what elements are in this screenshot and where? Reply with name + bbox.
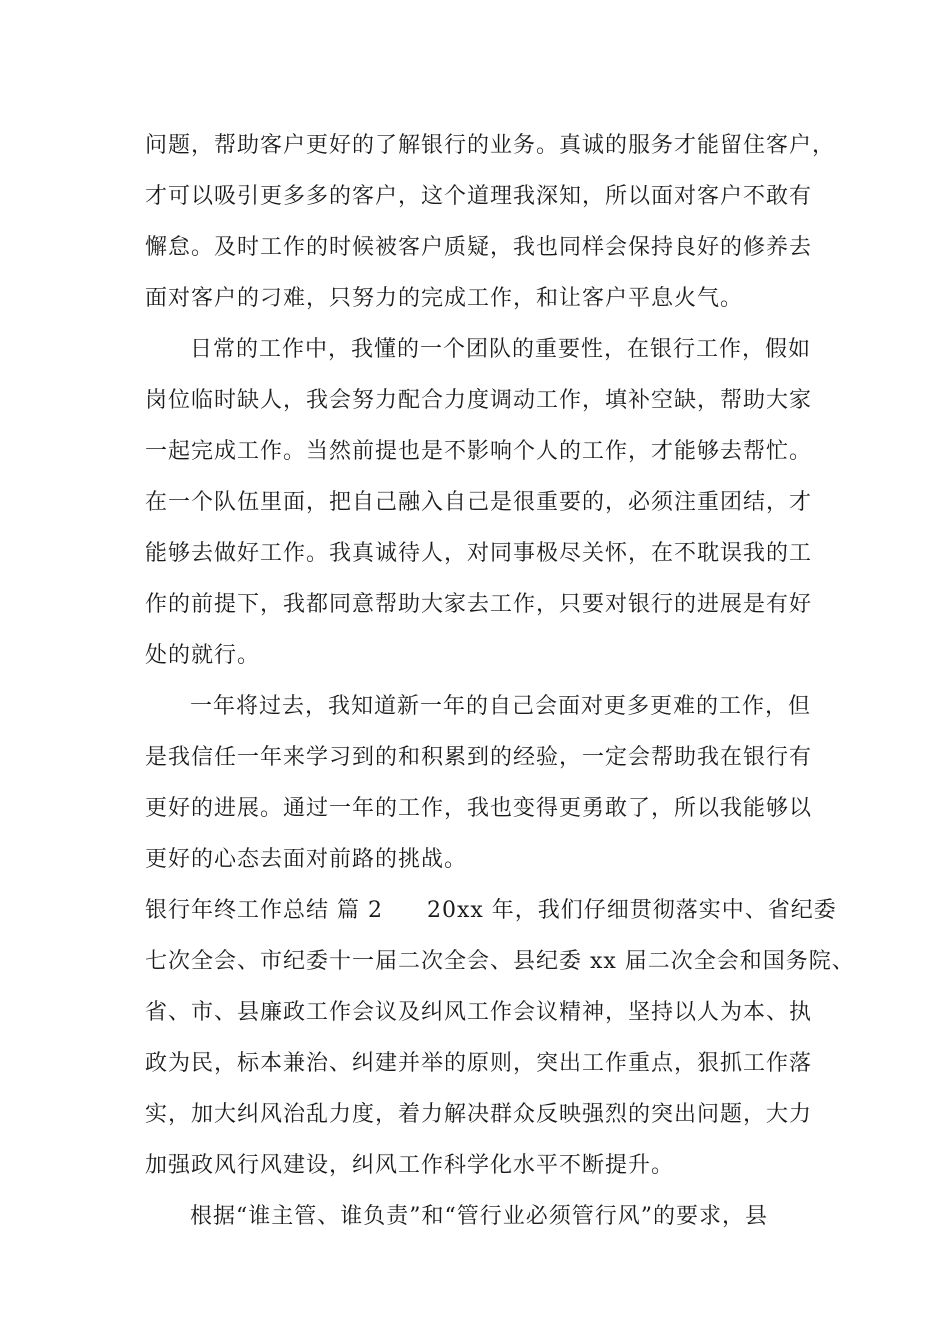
text-line: 一年将过去，我知道新一年的自己会面对更多更难的工作，但 (190, 694, 812, 719)
paragraph-3 (145, 681, 825, 885)
text-line: 才可以吸引更多多的客户，这个道理我深知，所以面对客户不敢有 (145, 184, 813, 209)
text-line: 岗位临时缺人，我会努力配合力度调动工作，填补空缺，帮助大家 (145, 388, 813, 413)
text-line: 问题，帮助客户更好的了解银行的业务。真诚的服务才能留住客户， (145, 133, 836, 158)
text-line: 政为民，标本兼治、纠建并举的原则，突出工作重点，狠抓工作落 (145, 1051, 813, 1076)
text-line: 作的前提下，我都同意帮助大家去工作，只要对银行的进展是有好 (145, 592, 813, 617)
text-line: 加强政风行风建设，纠风工作科学化水平不断提升。 (145, 1153, 675, 1178)
text-line: 处的就行。 (145, 643, 261, 668)
text-line: 能够去做好工作。我真诚待人，对同事极尽关怀，在不耽误我的工 (145, 541, 813, 566)
text-line: 懈怠。及时工作的时候被客户质疑，我也同样会保持良好的修养去 (145, 235, 813, 260)
text-line: 实，加大纠风治乱力度，着力解决群众反映强烈的突出问题，大力 (145, 1102, 813, 1127)
text-line: 七次全会、市纪委十一届二次全会、县纪委 xx 届二次全会和国务院、 (145, 949, 855, 974)
section-heading-line (145, 885, 837, 936)
text-line: 更好的进展。通过一年的工作，我也变得更勇敢了，所以我能够以 (145, 796, 813, 821)
text-line: 面对客户的刁难，只努力的完成工作，和让客户平息火气。 (145, 286, 744, 311)
paragraph-2 (145, 324, 825, 681)
section-first-text: 20xx 年，我们仔细贯彻落实中、省纪委 (426, 898, 837, 923)
text-line: 省、市、县廉政工作会议及纠风工作会议精神，坚持以人为本、执 (145, 1000, 813, 1025)
text-line: 更好的心态去面对前路的挑战。 (145, 847, 468, 872)
text-line: 一起完成工作。当然前提也是不影响个人的工作，才能够去帮忙。 (145, 439, 813, 464)
text-line: 在一个队伍里面，把自己融入自己是很重要的，必须注重团结，才 (145, 490, 813, 515)
document-body (145, 120, 855, 1242)
section-heading: 银行年终工作总结 篇 2 (145, 898, 383, 923)
section-2 (145, 885, 855, 1191)
text-line: 是我信任一年来学习到的和积累到的经验，一定会帮助我在银行有 (145, 745, 813, 770)
text-line: 根据“谁主管、谁负责”和“管行业必须管行风”的要求，县 (190, 1204, 768, 1229)
paragraph-last (145, 1191, 825, 1242)
text-line: 日常的工作中，我懂的一个团队的重要性，在银行工作，假如 (190, 337, 812, 362)
paragraph-1 (145, 120, 836, 324)
